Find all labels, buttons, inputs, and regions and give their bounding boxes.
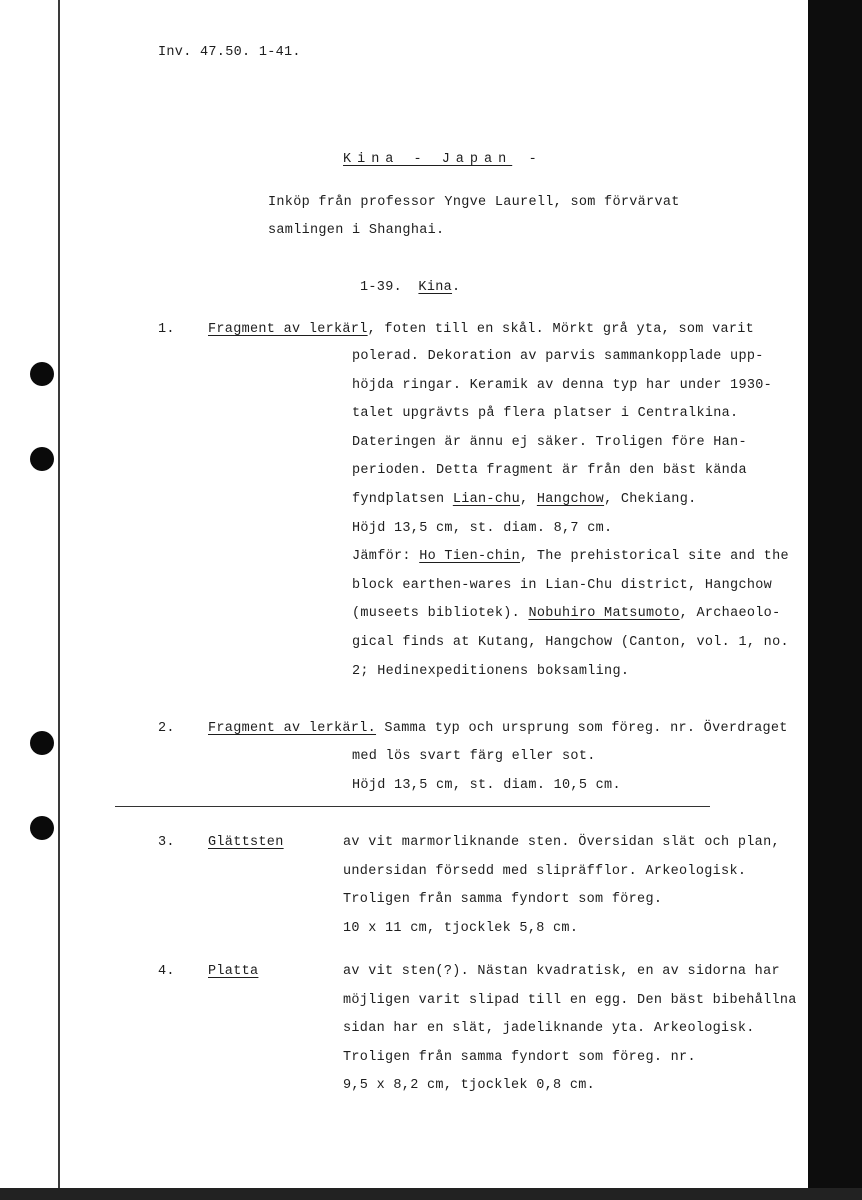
entry-line: av vit marmorliknande sten. Översidan slät och plan,	[343, 835, 780, 850]
entry-number: 3.	[158, 835, 175, 850]
scan-bottom-border	[0, 1188, 862, 1200]
reference-title: , The prehistorical site and the	[520, 549, 789, 565]
entry-title: Fragment av lerkärl.	[208, 721, 377, 736]
entry-line: block earthen-wares in Lian-Chu district, Hangchow	[352, 577, 773, 593]
entry-dimensions: 10 x 11 cm, tjocklek 5,8 cm.	[343, 920, 579, 936]
intro-line-2: samlingen i Shanghai.	[268, 223, 445, 238]
reference-prefix: (museets bibliotek).	[352, 606, 529, 622]
entry-first-line	[208, 316, 754, 344]
entry-first-line	[208, 715, 788, 743]
page-left-edge	[58, 0, 60, 1190]
separator-line	[115, 806, 710, 807]
entry-line: perioden. Detta fragment är från den bäst kända	[352, 463, 747, 479]
entry-compare-line	[352, 543, 789, 572]
find-suffix: , Chekiang.	[604, 491, 697, 507]
section-heading	[360, 274, 460, 302]
entry-line: polerad. Dekoration av parvis sammankopplade upp-	[352, 349, 764, 364]
entry-line: höjda ringar. Keramik av denna typ har under 1930-	[352, 377, 773, 393]
punch-hole	[30, 731, 54, 755]
entry-line: med lös svart färg eller sot.	[352, 749, 596, 764]
entry-line: 2; Hedinexpeditionens boksamling.	[352, 663, 630, 679]
compare-prefix: Jämför:	[352, 549, 420, 565]
entry-number: 2.	[158, 721, 175, 736]
entry-line: talet upgrävts på flera platser i Centralkina.	[352, 406, 739, 422]
section-dot: .	[452, 280, 461, 295]
entry-find-line	[352, 486, 789, 515]
entry-line: Troligen från samma fyndort som föreg. nr.	[343, 1049, 696, 1065]
reference-author: Nobuhiro Matsumoto	[528, 606, 680, 622]
scan-right-border	[808, 0, 862, 1200]
inventory-number: Inv. 47.50. 1-41.	[158, 45, 301, 60]
entry-line: möjligen varit slipad till en egg. Den bäst bibehållna	[343, 992, 797, 1008]
punch-hole	[30, 816, 54, 840]
find-prefix: fyndplatsen	[352, 491, 453, 507]
find-place: Hangchow	[536, 491, 605, 507]
entry-line: Dateringen är ännu ej säker. Troligen före Han-	[352, 434, 747, 450]
entry-line: Troligen från samma fyndort som föreg.	[343, 892, 663, 908]
entry-1-body	[352, 343, 789, 686]
section-name: Kina	[418, 280, 453, 295]
find-place: Lian-chu	[452, 491, 521, 507]
entry-title: Fragment av lerkärl	[208, 322, 368, 337]
heading-dash: -	[528, 152, 538, 167]
find-separator: ,	[520, 491, 537, 507]
entry-line: undersidan försedd med slipräfflor. Arkeologisk.	[343, 863, 747, 879]
punch-hole	[30, 362, 54, 386]
heading-text: Kina - Japan	[343, 152, 513, 167]
entry-line: gical finds at Kutang, Hangchow (Canton, vol. 1, no.	[352, 634, 789, 650]
reference-title: , Archaeolo-	[679, 606, 781, 622]
entry-number: 1.	[158, 322, 175, 337]
entry-title: Platta	[208, 964, 259, 979]
entry-text: Samma typ och ursprung som föreg. nr. Överdraget	[376, 721, 788, 736]
entry-dimensions: 9,5 x 8,2 cm, tjocklek 0,8 cm.	[343, 1078, 596, 1094]
entry-line: sidan har en slät, jadeliknande yta. Arkeologisk.	[343, 1021, 755, 1037]
section-range: 1-39.	[360, 280, 403, 295]
entry-title: Glättsten	[208, 835, 284, 850]
punch-hole	[30, 447, 54, 471]
entry-reference-line	[352, 600, 789, 629]
reference-author: Ho Tien-chin	[419, 549, 521, 565]
entry-text: , foten till en skål. Mörkt grå yta, som varit	[367, 322, 755, 337]
entry-dimensions: Höjd 13,5 cm, st. diam. 10,5 cm.	[352, 777, 621, 793]
entry-2-body	[352, 743, 621, 800]
entry-dimensions: Höjd 13,5 cm, st. diam. 8,7 cm.	[352, 520, 613, 536]
entry-3-body	[343, 829, 780, 943]
page-heading	[343, 146, 537, 174]
intro-line-1: Inköp från professor Yngve Laurell, som förvärvat	[268, 195, 680, 210]
entry-4-body	[343, 958, 797, 1101]
entry-number: 4.	[158, 964, 175, 979]
entry-line: av vit sten(?). Nästan kvadratisk, en av sidorna har	[343, 964, 780, 979]
